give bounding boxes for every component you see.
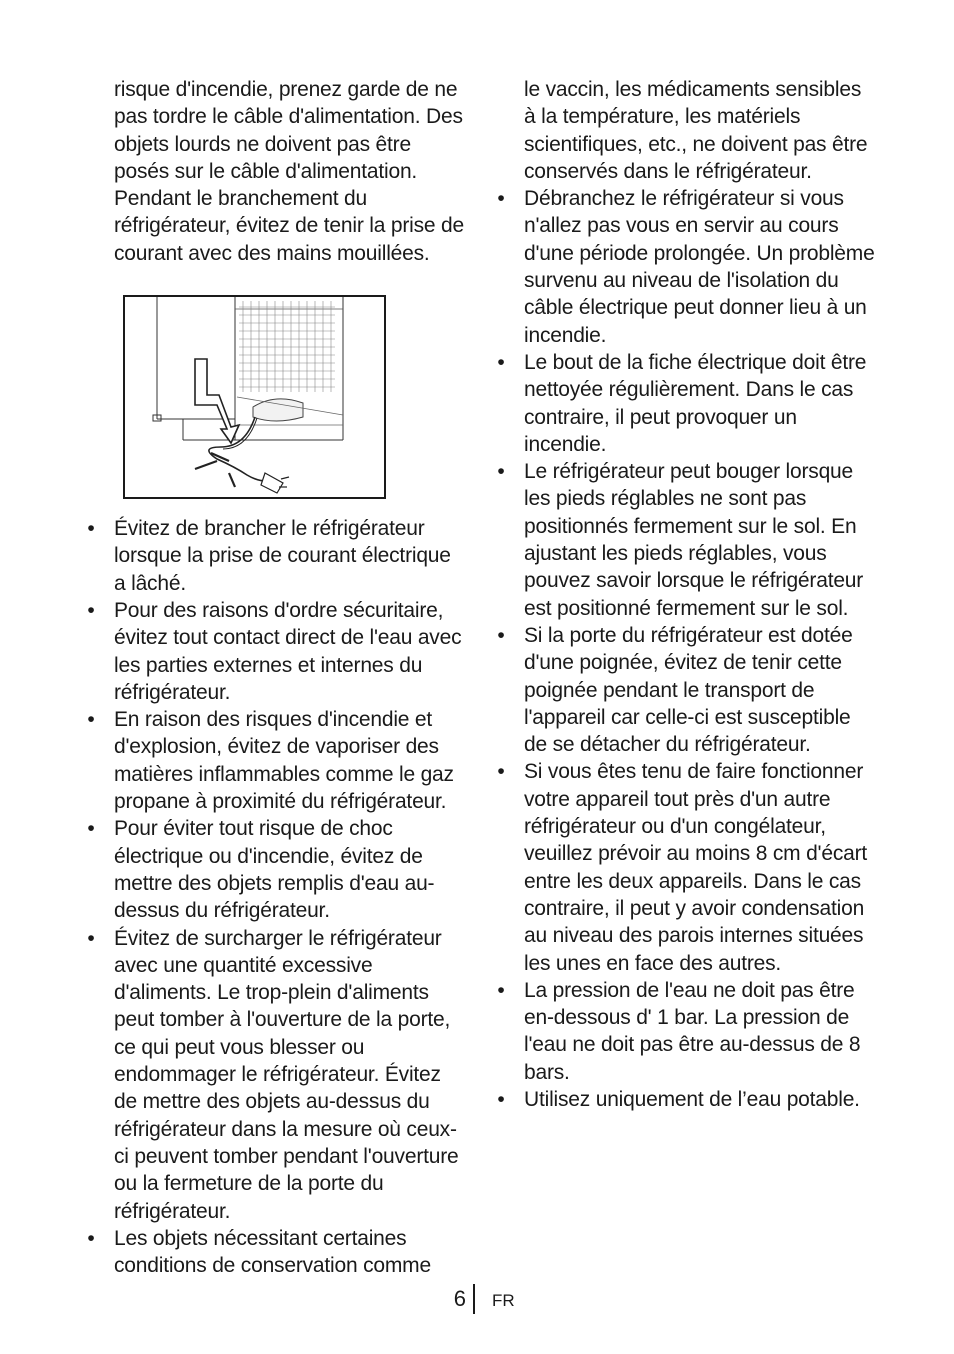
- compressor-icon: [253, 399, 303, 421]
- lightning-warning-icon: [195, 359, 239, 443]
- list-item: [87, 815, 464, 924]
- list-item: [87, 706, 464, 815]
- list-item-text: Le bout de la fiche électrique doit être nettoyée régulièrement. Dans le cas contraire, il peut provoquer un incendie.: [524, 350, 867, 456]
- list-item: [497, 349, 876, 458]
- fridge-back-diagram: [125, 297, 384, 497]
- bullet-marker: •: [87, 926, 95, 950]
- list-item-text: Utilisez uniquement de l’eau potable.: [524, 1087, 860, 1111]
- list-item-text: La pression de l'eau ne doit pas être en-dessous d' 1 bar. La pression de l'eau ne doit pas être au-dessus de 8 bars.: [524, 978, 861, 1084]
- list-item-text: En raison des risques d'incendie et d'explosion, évitez de vaporiser des matières inflammables comme le gaz propane à proximité du réfrigérateur.: [114, 708, 454, 814]
- list-item: [497, 977, 876, 1086]
- list-item: [497, 185, 876, 349]
- list-item: [87, 925, 464, 1225]
- page-number: 6: [453, 1286, 466, 1311]
- bullet-marker: •: [497, 350, 505, 374]
- list-item-text: Évitez de brancher le réfrigérateur lorsque la prise de courant électrique a lâché.: [114, 517, 451, 595]
- bullet-marker: •: [497, 460, 505, 484]
- left-column: [87, 76, 464, 1279]
- bullet-marker: •: [497, 760, 505, 784]
- list-item: [87, 597, 464, 706]
- footer-divider: [473, 1284, 475, 1314]
- bullet-marker: •: [87, 817, 95, 841]
- list-item-text: Pour éviter tout risque de choc électrique ou d'incendie, évitez de mettre des objets remplis d'eau au-dessus du réfrigérateur.: [114, 817, 435, 923]
- list-item: [497, 622, 876, 758]
- bullet-marker: •: [497, 187, 505, 211]
- list-item-text: Débranchez le réfrigérateur si vous n'allez pas vous en servir au cours d'une période prolongée. Un problème survenu au niveau de l'isolation du câble électrique peut donner lieu à un incendie.: [524, 187, 875, 347]
- left-bullet-list: [87, 515, 464, 1279]
- bullet-marker: •: [87, 708, 95, 732]
- bullet-marker: •: [497, 1087, 505, 1111]
- bullet-marker: •: [87, 1226, 95, 1250]
- bullet-marker: •: [87, 598, 95, 622]
- list-item: [497, 458, 876, 622]
- bullet-marker: •: [87, 517, 95, 541]
- list-item-text: Les objets nécessitant certaines conditions de conservation comme: [114, 1226, 431, 1278]
- bullet-marker: •: [497, 623, 505, 647]
- language-code: FR: [492, 1291, 515, 1310]
- list-item: [87, 1225, 464, 1280]
- list-item-text: Pour des raisons d'ordre sécuritaire, évitez tout contact direct de l'eau avec les parties externes et internes du réfrigérateur.: [114, 598, 462, 704]
- list-item-text: Le réfrigérateur peut bouger lorsque les pieds réglables ne sont pas positionnés fermement sur le sol. En ajustant les pieds réglables, vous pouvez savoir lorsque le réfrigérateur est positionné fermement sur le sol.: [524, 460, 864, 620]
- continuation-paragraph: le vaccin, les médicaments sensibles à la température, les matériels scientifiques, etc., ne doivent pas être conservés dans le réfrigérateur.: [524, 78, 868, 183]
- page-footer: [0, 1284, 954, 1316]
- condenser-coil: [239, 301, 335, 392]
- power-cable-illustration: [123, 295, 386, 499]
- list-item: [87, 515, 464, 597]
- right-bullet-list: [497, 185, 876, 1113]
- list-item-text: Évitez de surcharger le réfrigérateur avec une quantité excessive d'aliments. Le trop-plein d'aliments peut tomber à l'ouverture de la porte, ce qui peut vous blesser ou endommager le réfrigérateur. Évitez de mettre des objets au-dessus du réfrigérateur dans la mesure où ceux-ci peuvent tomber pendant l'ouverture ou la fermeture de la porte du réfrigérateur.: [114, 926, 459, 1223]
- intro-paragraph: risque d'incendie, prenez garde de ne pas tordre le câble d'alimentation. Des objets lourds ne doivent pas être posés sur le câble d'alimentation. Pendant le branchement du réfrigérateur, évitez de tenir la prise de courant avec des mains mouillées.: [114, 78, 464, 265]
- power-plug-icon: [261, 473, 289, 493]
- right-column: [497, 76, 876, 1113]
- list-item-text: Si vous êtes tenu de faire fonctionner votre appareil tout près d'un autre réfrigérateur ou d'un congélateur, veuillez prévoir au moins 8 cm d'écart entre les deux appareils. Dans le cas contraire, il peut y avoir condensation au niveau des parois internes situées les unes en face des autres.: [524, 760, 868, 975]
- list-item-text: Si la porte du réfrigérateur est dotée d'une poignée, évitez de tenir cette poignée pendant le transport de l'appareil car celle-ci est susceptible de se détacher du réfrigérateur.: [524, 623, 853, 757]
- list-item: [497, 1086, 876, 1113]
- bullet-marker: •: [497, 978, 505, 1002]
- list-item: [497, 758, 876, 976]
